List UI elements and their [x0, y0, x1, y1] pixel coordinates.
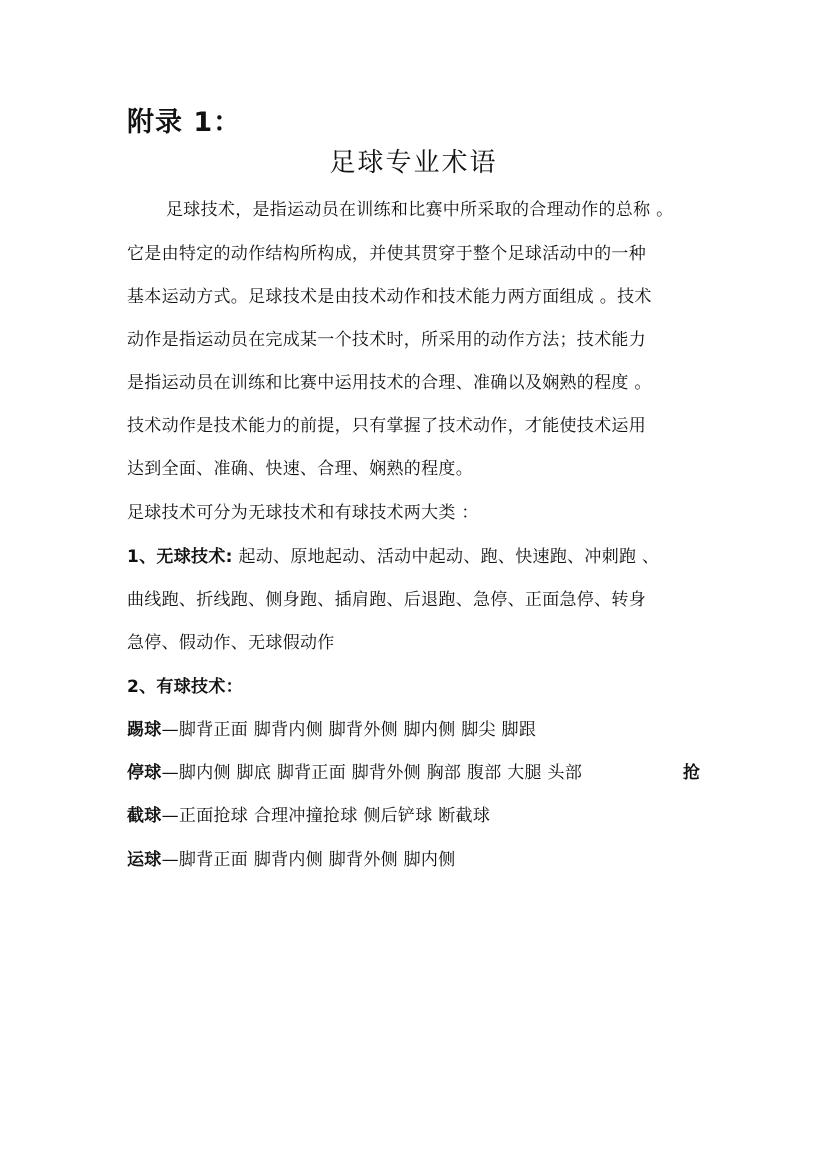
grab-term-fragment: 抢: [683, 763, 700, 783]
page-title: 足球专业术语: [329, 148, 498, 178]
paragraph-line-1: 足球技术，是指运动员在训练和比赛中所采取的合理动作的总称 。: [166, 200, 674, 220]
classification-line: 足球技术可分为无球技术和有球技术两大类 ：: [127, 503, 479, 523]
no-ball-label: 1、无球技术:: [127, 547, 233, 567]
dribble-term: 运球: [127, 850, 162, 870]
paragraph-line-3: 基本运动方式。足球技术是由技术动作和技术能力两方面组成 。技术: [127, 287, 652, 307]
no-ball-line-1: [127, 546, 659, 568]
no-ball-line-3: 急停、假动作、无球假动作: [127, 633, 335, 653]
dribble-line: [127, 849, 456, 871]
stop-line: [127, 762, 582, 784]
tackle-term: 截球: [127, 806, 162, 826]
paragraph-line-6: 技术动作是技术能力的前提，只有掌握了技术动作，才能使技术运用: [127, 416, 646, 436]
with-ball-label: 2、有球技术：: [127, 677, 243, 697]
paragraph-line-7: 达到全面、准确、快速、合理、娴熟的程度。: [127, 459, 473, 479]
no-ball-items-1: 起动、原地起动、活动中起动、跑、快速跑、冲刺跑 、: [232, 547, 660, 567]
paragraph-line-5: 是指运动员在训练和比赛中运用技术的合理、准确以及娴熟的程度 。: [127, 373, 652, 393]
stop-term: 停球: [127, 763, 162, 783]
tackle-items: —正面抢球 合理冲撞抢球 侧后铲球 断截球: [161, 806, 491, 826]
paragraph-line-4: 动作是指运动员在完成某一个技术时，所采用的动作方法；技术能力: [127, 330, 646, 350]
kick-line: [127, 719, 536, 741]
no-ball-line-2: 曲线跑、折线跑、侧身跑、插肩跑、后退跑、急停、正面急停、转身: [127, 590, 646, 610]
kick-term: 踢球: [127, 720, 162, 740]
paragraph-line-2: 它是由特定的动作结构所构成，并使其贯穿于整个足球活动中的一种: [127, 244, 646, 264]
stop-items: —脚内侧 脚底 脚背正面 脚背外侧 胸部 腹部 大腿 头部: [161, 763, 583, 783]
dribble-items: —脚背正面 脚背内侧 脚背外侧 脚内侧: [161, 850, 456, 870]
appendix-heading: 附录 1：: [127, 107, 242, 138]
tackle-line: [127, 805, 490, 827]
kick-items: —脚背正面 脚背内侧 脚背外侧 脚内侧 脚尖 脚跟: [161, 720, 537, 740]
